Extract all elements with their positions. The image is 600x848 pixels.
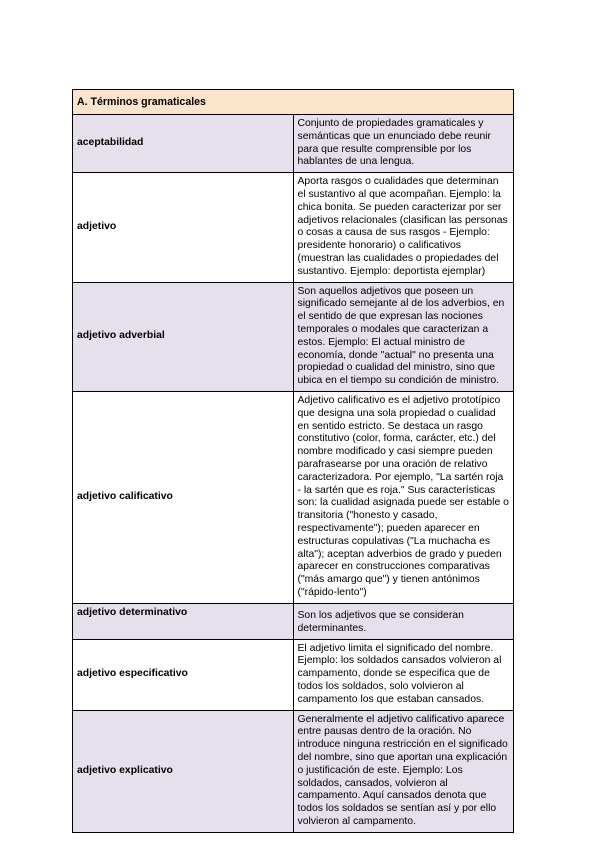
- term-cell: adjetivo explicativo: [73, 710, 294, 832]
- table-row: [73, 710, 514, 832]
- term-cell: adjetivo especificativo: [73, 639, 294, 710]
- term-cell: adjetivo adverbial: [73, 282, 294, 391]
- table-row: [73, 115, 514, 173]
- definition-cell: El adjetivo limita el significado del nombre. Ejemplo: los soldados cansados volvieron al campamento, donde se especifica que de todos los soldados, solo volvieron al campamento los que estaban cansados.: [293, 639, 514, 710]
- definition-cell: Son aquellos adjetivos que poseen un significado semejante al de los adverbios, en el sentido de que expresan las nociones temporales o modales que caracterizan a estos. Ejemplo: El actual ministro de economía, donde "actual" no presenta una propiedad o cualidad del ministro, sino que ubica en el tiempo su condición de ministro.: [293, 282, 514, 391]
- definition-cell: Generalmente el adjetivo calificativo aparece entre pausas dentro de la oración. No introduce ninguna restricción en el significado del nombre, sino que aportan una explicación o justificación de este. Ejemplo: Los soldados, cansados, volvieron al campamento. Aquí cansados denota que todos los soldados se sentían así y por ello volvieron al campamento.: [293, 710, 514, 832]
- definition-cell: Aporta rasgos o cualidades que determinan el sustantivo al que acompañan. Ejemplo: la chica bonita. Se pueden caracterizar por ser adjetivos relacionales (clasifican las personas o cosas a causa de sus rasgos - Ejemplo: presidente honorario) o calificativos (muestran las cualidades o propiedades del sustantivo. Ejemplo: deportista ejemplar): [293, 173, 514, 282]
- term-cell: adjetivo calificativo: [73, 391, 294, 603]
- table-row: [73, 391, 514, 603]
- term-cell: adjetivo determinativo: [73, 603, 294, 639]
- term-cell: adjetivo: [73, 173, 294, 282]
- table-row: [73, 603, 514, 639]
- definition-cell: Conjunto de propiedades gramaticales y semánticas que un enunciado debe reunir para que resulte comprensible por los hablantes de una lengua.: [293, 115, 514, 173]
- definition-cell: Adjetivo calificativo es el adjetivo prototípico que designa una sola propiedad o cualidad en sentido estricto. Se destaca un rasgo constitutivo (color, forma, carácter, etc.) del nombre modificado y casi siempre pueden parafrasearse por una oración de relativo caracterizadora. Por ejemplo, "La sartén roja - la sartén que es roja." Sus características son: la cualidad asignada puede ser estable o transitoria ("honesto y casado, respectivamente"); pueden aparecer en estructuras copulativas ("La muchacha es alta"); aceptan adverbios de grado y pueden aparecer en construcciones comparativas ("más amargo que") y tienen antónimos ("rápido-lento"): [293, 391, 514, 603]
- table-row: [73, 639, 514, 710]
- table-row: [73, 173, 514, 282]
- glossary-table: [72, 89, 514, 833]
- section-title: A. Términos gramaticales: [73, 90, 514, 115]
- table-header-row: [73, 90, 514, 115]
- definition-cell: Son los adjetivos que se consideran determinantes.: [293, 603, 514, 639]
- term-cell: aceptabilidad: [73, 115, 294, 173]
- table-row: [73, 282, 514, 391]
